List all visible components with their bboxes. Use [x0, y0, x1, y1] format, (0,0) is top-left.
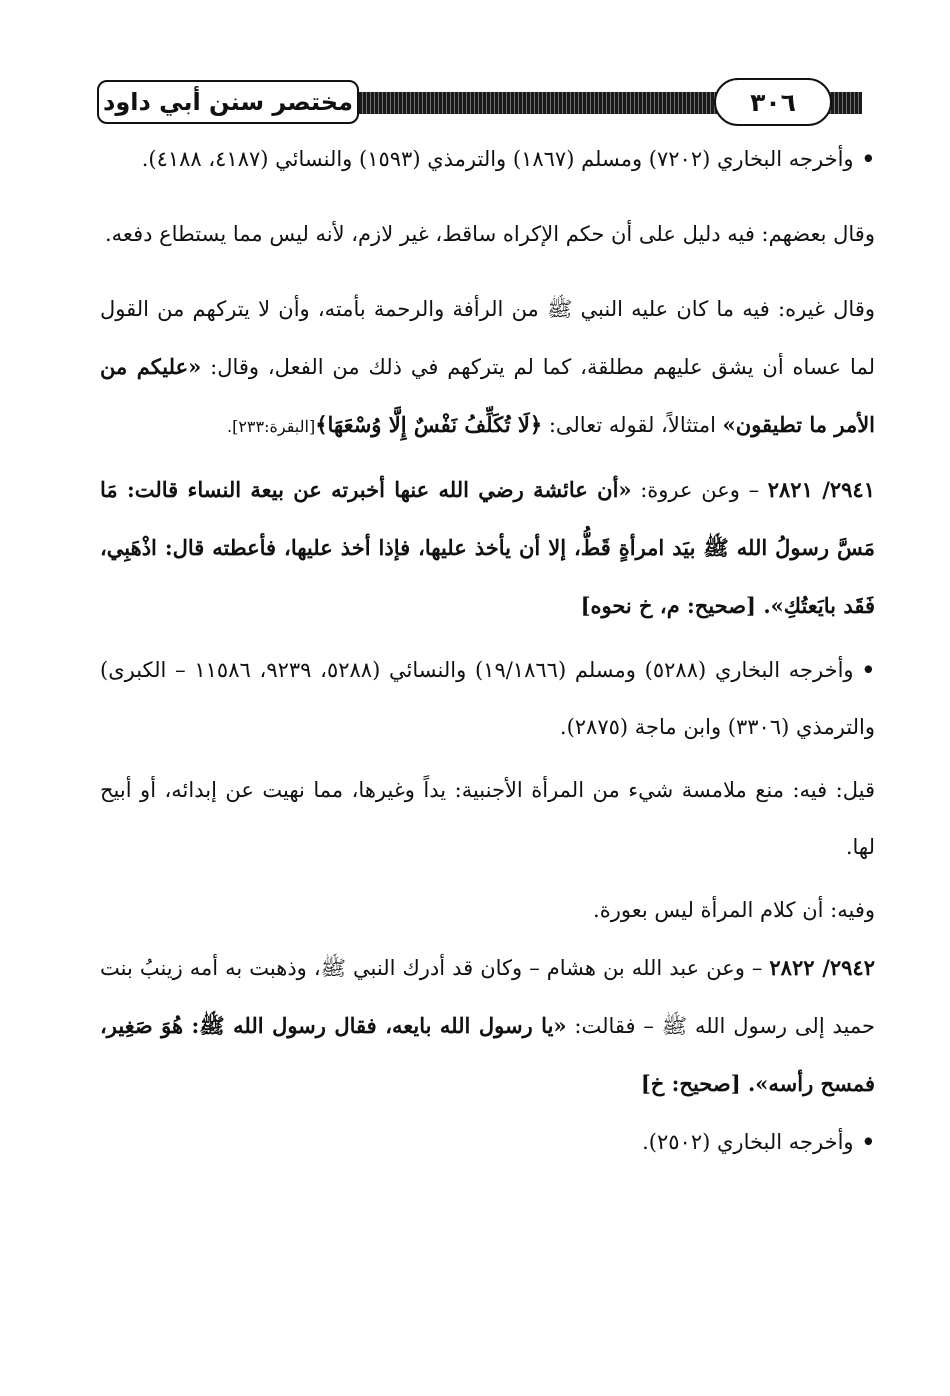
bullet-icon: •	[861, 1129, 875, 1154]
takhrij-text-1: وأخرجه البخاري (٧٢٠٢) ومسلم (١٨٦٧) والترمذي (١٥٩٣) والنسائي (٤١٨٧، ٤١٨٨).	[141, 147, 854, 171]
takhrij-paragraph-3	[100, 1113, 875, 1171]
commentary-text-a: وقال غيره: فيه ما كان عليه النبي ﷺ من الرأفة والرحمة بأمته، وأن لا يتركهم من القول لما عساه أن يشق عليهم مطلقة، كما لم يتركهم في ذلك من الفعل، وقال:	[100, 297, 875, 379]
page-number: ٣٠٦	[750, 87, 796, 117]
book-title-frame	[97, 80, 359, 124]
hadith-isnad: – وعن عبد الله بن هشام – وكان قد أدرك النبي ﷺ، وذهبت به أمه زينبُ بنت حميد إلى رسول الله ﷺ – فقالت:	[100, 956, 875, 1038]
page-body	[100, 130, 875, 1171]
quran-verse: ﴿لَا تُكَلِّفُ نَفْسٌ إِلَّا وُسْعَهَا﴾	[315, 412, 543, 437]
quran-reference: [البقرة:٢٣٣].	[226, 417, 316, 436]
hadith-number: ٢٩٤٢/ ٢٨٢٢	[769, 955, 875, 980]
hadith-number: ٢٩٤١/ ٢٨٢١	[767, 477, 875, 502]
takhrij-paragraph-2	[100, 641, 875, 756]
hadith-2942	[100, 939, 875, 1113]
hadith-grade: [صحيح: م، خ نحوه]	[580, 593, 764, 618]
commentary-paragraph-3: قيل: فيه: منع ملامسة شيء من المرأة الأجنبية: يداً وغيرها، مما نهيت عن إبدائه، أو أبيح لها.	[100, 778, 875, 859]
page-number-frame	[714, 78, 832, 126]
hadith-quote: «عليكم من الأمر ما تطيقون»	[100, 354, 875, 437]
page-header	[97, 78, 872, 128]
bullet-icon: •	[861, 657, 876, 682]
commentary-paragraph-4: وفيه: أن كلام المرأة ليس بعورة.	[593, 898, 875, 922]
commentary-text-b: امتثالاً، لقوله تعالى:	[542, 413, 723, 437]
bullet-icon: •	[861, 146, 875, 171]
takhrij-text-3: وأخرجه البخاري (٢٥٠٢).	[642, 1130, 854, 1154]
hadith-isnad: – وعن عروة:	[631, 478, 768, 502]
book-title: مختصر سنن أبي داود	[103, 88, 353, 116]
commentary-paragraph-2	[100, 281, 875, 455]
commentary-paragraph-1: وقال بعضهم: فيه دليل على أن حكم الإكراه ساقط، غير لازم، لأنه ليس مما يستطاع دفعه.	[105, 222, 875, 246]
hadith-matn: «يا رسول الله بايعه، فقال رسول الله ﷺ: هُوَ صَغِير، فمسح رأسه».	[100, 1013, 875, 1096]
takhrij-paragraph-1	[100, 130, 875, 188]
hadith-2941	[100, 461, 875, 635]
hadith-grade: [صحيح: خ]	[640, 1071, 748, 1096]
takhrij-text-2: وأخرجه البخاري (٥٢٨٨) ومسلم (١٩/١٨٦٦) والنسائي (٥٢٨٨، ٩٢٣٩، ١١٥٨٦ – الكبرى) والترمذي (٣٣٠٦) وابن ماجة (٢٨٧٥).	[100, 658, 875, 739]
hadith-matn: «أن عائشة رضي الله عنها أخبرته عن بيعة النساء قالت: مَا مَسَّ رسولُ الله ﷺ بيَد امرأةٍ قَطُّ، إلا أن يأخذ عليها، فإذا أخذ عليها، فأعطته قال: اذْهَبِي، فَقَد بايَعتُكِ».	[100, 477, 875, 618]
